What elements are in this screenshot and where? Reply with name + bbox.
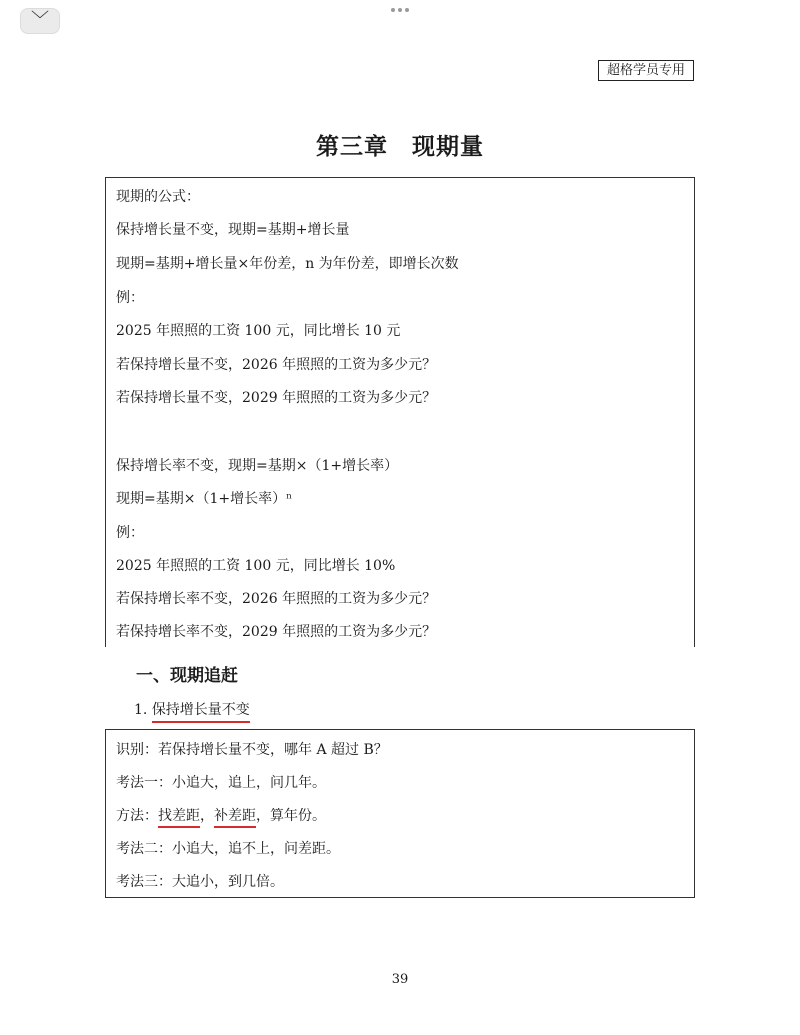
sub-heading bbox=[134, 699, 250, 719]
page-number: 39 bbox=[391, 972, 409, 987]
sub-heading-number: 1. bbox=[134, 702, 148, 718]
formula-line: 若保持增长量不变，2026 年照照的工资为多少元？ bbox=[116, 357, 437, 373]
formula-line: 2025 年照照的工资 100 元，同比增长 10 元 bbox=[116, 323, 401, 339]
sub-heading-text: 保持增长量不变 bbox=[152, 702, 250, 723]
method-separator: ， bbox=[200, 808, 214, 824]
formula-line: 保持增长量不变，现期=基期+增长量 bbox=[116, 222, 350, 238]
more-dots-icon[interactable] bbox=[388, 6, 412, 14]
formula-line: 例： bbox=[116, 525, 144, 541]
method-line: 考法三：大追小，到几倍。 bbox=[116, 874, 284, 890]
method-box bbox=[105, 729, 695, 898]
method-suffix: ，算年份。 bbox=[256, 808, 326, 824]
formula-line: 若保持增长率不变，2029 年照照的工资为多少元？ bbox=[116, 624, 437, 640]
formula-line: 若保持增长率不变，2026 年照照的工资为多少元？ bbox=[116, 591, 437, 607]
method-line: 考法一：小追大，追上，问几年。 bbox=[116, 775, 326, 791]
collapse-button[interactable] bbox=[20, 8, 60, 34]
method-line: 考法二：小追大，追不上，问差距。 bbox=[116, 841, 340, 857]
formula-line: 现期的公式： bbox=[116, 189, 200, 205]
formula-box bbox=[105, 177, 695, 647]
find-gap-text: 找差距 bbox=[158, 808, 200, 828]
formula-line: 例： bbox=[116, 290, 144, 306]
formula-line: 现期=基期×（1+增长率）ⁿ bbox=[116, 491, 293, 507]
method-line: 识别：若保持增长量不变，哪年 A 超过 B？ bbox=[116, 742, 388, 758]
chapter-title: 第三章 现期量 bbox=[316, 133, 484, 160]
section-heading: 一、现期追赶 bbox=[136, 666, 238, 686]
student-only-stamp: 超格学员专用 bbox=[598, 60, 694, 81]
method-line bbox=[116, 805, 326, 825]
chevron-down-icon: ﹀ bbox=[31, 10, 49, 31]
fill-gap-text: 补差距 bbox=[214, 808, 256, 828]
formula-line: 2025 年照照的工资 100 元，同比增长 10% bbox=[116, 558, 396, 574]
viewer-toolbar bbox=[0, 0, 800, 34]
formula-line: 现期=基期+增长量×年份差，n 为年份差，即增长次数 bbox=[116, 256, 459, 272]
formula-line: 保持增长率不变，现期=基期×（1+增长率） bbox=[116, 458, 399, 474]
method-prefix: 方法： bbox=[116, 808, 158, 824]
formula-line: 若保持增长量不变，2029 年照照的工资为多少元？ bbox=[116, 390, 437, 406]
